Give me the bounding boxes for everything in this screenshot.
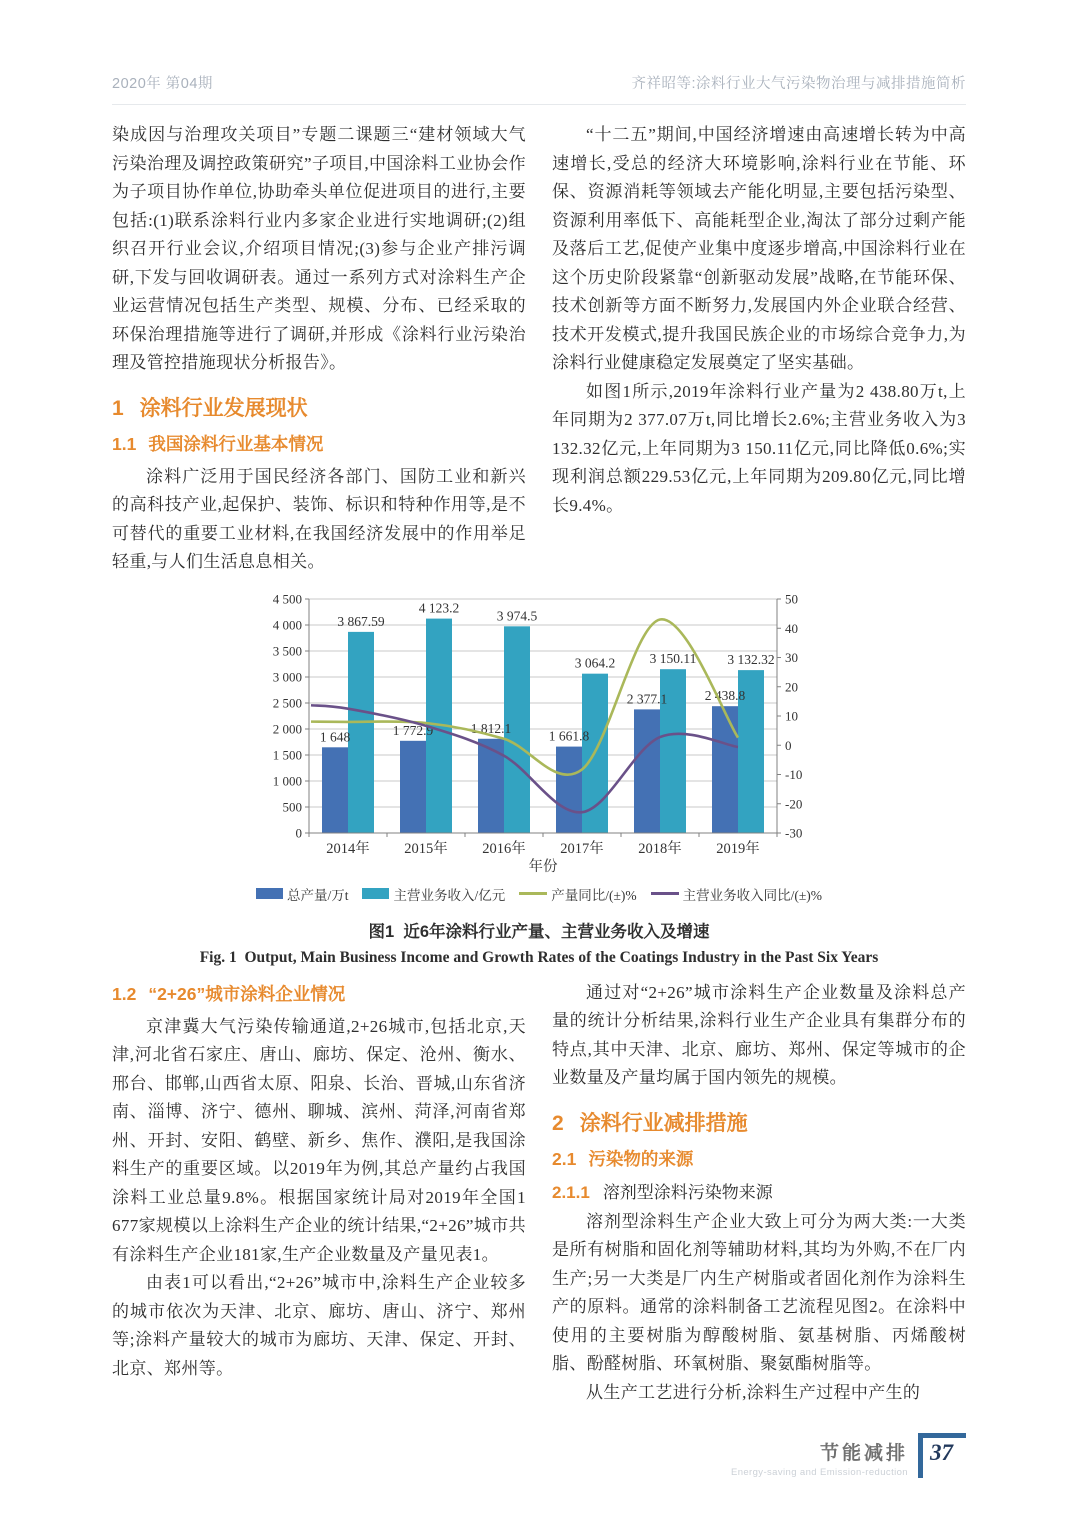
chart-legend bbox=[259, 884, 823, 904]
legend-line-icon bbox=[651, 892, 679, 895]
left-axis-tick-label: 1 500 bbox=[272, 747, 302, 762]
page-header bbox=[112, 72, 966, 105]
legend-label: 主营业务收入/亿元 bbox=[393, 887, 506, 903]
legend-item bbox=[362, 884, 505, 904]
section-number: 1 bbox=[112, 396, 124, 420]
legend-swatch-icon bbox=[256, 888, 283, 899]
legend-line-icon bbox=[519, 892, 547, 895]
journal-brand-zh: 节能减排 bbox=[819, 1442, 908, 1464]
issue-info: 2020年 第04期 bbox=[112, 76, 213, 92]
x-axis-tick-label: 2018年 bbox=[638, 840, 682, 857]
chart-bar bbox=[400, 740, 426, 832]
paragraph: “十二五”期间,中国经济增速由高速增长转为中高速增长,受总的经济大环境影响,涂料行业在节能、环保、资源消耗等领域去产能化明显,主要包括污染型、资源利用率低下、高能耗型企业,淘汰了部分过剩产能及落后工艺,促使产业集中度逐步增高,中国涂料行业在这个历史阶段紧靠“创新驱动发展”战略,在节能环保、技术创新等方面不断努力,发展国内外企业联合经营、技术开发模式,提升我国民族企业的市场综合竞争力,为涂料行业健康稳定发展奠定了坚实基础。 bbox=[552, 125, 966, 372]
left-axis-tick-label: 1 000 bbox=[272, 773, 302, 788]
left-axis-tick-label: 2 000 bbox=[272, 721, 302, 736]
bar-value-label: 3 150.11 bbox=[649, 650, 697, 666]
right-axis-tick-label: -30 bbox=[785, 825, 803, 840]
section-number: 2.1 bbox=[552, 1148, 577, 1169]
legend-swatch-icon bbox=[362, 888, 389, 899]
x-axis-title: 年份 bbox=[528, 858, 558, 875]
section-number: 2.1.1 bbox=[552, 1182, 590, 1202]
left-axis-tick-label: 4 500 bbox=[272, 591, 302, 606]
bar-value-label: 1 812.1 bbox=[470, 720, 512, 736]
figure-1 bbox=[112, 585, 966, 967]
section-number: 1.2 bbox=[112, 983, 137, 1004]
journal-brand-en: Energy-saving and Emission-reduction bbox=[730, 1466, 908, 1478]
page-number: 37 bbox=[918, 1433, 966, 1478]
chart-bar bbox=[634, 709, 660, 833]
left-axis-tick-label: 3 500 bbox=[272, 643, 302, 658]
chart-bar bbox=[348, 631, 374, 832]
left-axis-tick-label: 0 bbox=[295, 825, 302, 840]
right-axis-tick-label: 10 bbox=[785, 708, 798, 723]
section-heading-2-1-1 bbox=[552, 1178, 966, 1203]
right-axis-tick-label: 30 bbox=[785, 649, 798, 665]
legend-label: 主营业务收入同比/(±)% bbox=[682, 887, 823, 903]
section-heading-2 bbox=[552, 1107, 966, 1137]
bar-value-label: 2 438.8 bbox=[704, 687, 746, 703]
paragraph: 涂料广泛用于国民经济各部门、国防工业和新兴的高科技产业,起保护、装饰、标识和特种作用等,是不可替代的重要工业材料,在我国经济发展中的作用举足轻重,与人们生活息息相关。 bbox=[112, 466, 526, 571]
running-title: 齐祥昭等:涂料行业大气污染物治理与减排措施简析 bbox=[631, 76, 966, 92]
journal-brand bbox=[731, 1438, 908, 1478]
left-axis-tick-label: 500 bbox=[282, 799, 302, 814]
figure1-chart-area bbox=[259, 585, 823, 904]
bar-value-label: 1 661.8 bbox=[548, 728, 590, 744]
section-heading-1-2 bbox=[112, 981, 526, 1006]
section-title: 我国涂料行业基本情况 bbox=[148, 433, 324, 454]
right-axis-tick-label: 0 bbox=[785, 737, 792, 753]
legend-item bbox=[651, 884, 822, 904]
right-axis-tick-label: -20 bbox=[785, 795, 803, 811]
right-column-top bbox=[552, 121, 966, 577]
right-axis-tick-label: -10 bbox=[785, 766, 803, 782]
paragraph: 通过对“2+26”城市涂料生产企业数量及涂料总产量的统计分析结果,涂料行业生产企业具有集群分布的特点,其中天津、北京、廊坊、郑州、保定等城市的企业数量及产量均属于国内领先的规模。 bbox=[552, 982, 966, 1087]
section-title: 涂料行业减排措施 bbox=[579, 1111, 748, 1135]
x-axis-tick-label: 2014年 bbox=[326, 840, 370, 857]
bar-value-label: 3 132.32 bbox=[727, 651, 775, 667]
section-number: 2 bbox=[552, 1111, 564, 1135]
columns-top bbox=[112, 121, 966, 577]
paragraph: 溶剂型涂料生产企业大致上可分为两大类:一大类是所有树脂和固化剂等辅助材料,其均为外购,不在厂内生产;另一大类是厂内生产树脂或者固化剂作为涂料生产的原料。通常的涂料制备工艺流程见图2。在涂料中使用的主要树脂为醇酸树脂、氨基树脂、丙烯酸树脂、酚醛树脂、环氧树脂、聚氨酯树脂等。 bbox=[552, 1211, 966, 1373]
section-number: 1.1 bbox=[112, 433, 137, 454]
x-axis-tick-label: 2019年 bbox=[716, 840, 760, 857]
section-title: 涂料行业发展现状 bbox=[139, 396, 308, 420]
paragraph: 染成因与治理攻关项目”专题二课题三“建材领域大气污染治理及调控政策研究”子项目,中国涂料工业协会作为子项目协作单位,协助牵头单位促进项目的进行,主要包括:(1)联系涂料行业内多家企业进行实地调研;(2)组织召开行业会议,介绍项目情况;(3)参与企业产排污调研,下发与回收调研表。通过一系列方式对涂料生产企业运营情况包括生产类型、规模、分布、已经采取的环保治理措施等进行了调研,并形成《涂料行业污染治理及管控措施现状分析报告》。 bbox=[112, 125, 526, 372]
columns-bottom bbox=[112, 979, 966, 1408]
section-heading-2-1 bbox=[552, 1146, 966, 1171]
bar-value-label: 1 772.9 bbox=[392, 722, 434, 738]
section-title: 污染物的来源 bbox=[588, 1148, 694, 1169]
chart-bar bbox=[556, 746, 582, 832]
legend-label: 总产量/万t bbox=[286, 887, 349, 903]
right-axis-tick-label: 40 bbox=[785, 620, 798, 636]
right-column-bottom bbox=[552, 979, 966, 1408]
figure-caption-zh: 图1 近6年涂料行业产量、主营业务收入及增速 bbox=[368, 922, 710, 941]
x-axis-tick-label: 2015年 bbox=[404, 840, 448, 857]
bar-value-label: 3 064.2 bbox=[574, 655, 616, 671]
legend-item bbox=[256, 884, 349, 904]
paragraph: 京津冀大气污染传输通道,2+26城市,包括北京,天津,河北省石家庄、唐山、廊坊、保定、沧州、衡水、邢台、邯郸,山西省太原、阳泉、长治、晋城,山东省济南、淄博、济宁、德州、聊城、滨州、菏泽,河南省郑州、开封、安阳、鹤壁、新乡、焦作、濮阳,是我国涂料生产的重要区域。以2019年为例,其总产量约占我国涂料工业总量9.8%。根据国家统计局对2019年全国1 677家规模以上涂料生产企业的统计结果,“2+26”城市共有涂料生产企业181家,生产企业数量及产量见表1。 bbox=[112, 1016, 526, 1264]
legend-label: 产量同比/(±)% bbox=[551, 887, 637, 903]
left-column-bottom bbox=[112, 979, 526, 1408]
left-column-top bbox=[112, 121, 526, 577]
page-footer bbox=[731, 1407, 966, 1478]
section-heading-1 bbox=[112, 392, 526, 422]
bar-value-label: 4 123.2 bbox=[418, 600, 460, 616]
left-axis-tick-label: 2 500 bbox=[272, 695, 302, 710]
paragraph: 由表1可以看出,“2+26”城市中,涂料生产企业较多的城市依次为天津、北京、廊坊、唐山、济宁、郑州等;涂料产量较大的城市为廊坊、天津、保定、开封、北京、郑州等。 bbox=[112, 1273, 526, 1378]
bar-value-label: 3 867.59 bbox=[337, 613, 385, 629]
x-axis-tick-label: 2016年 bbox=[482, 840, 526, 857]
left-axis-tick-label: 3 000 bbox=[272, 669, 302, 684]
section-title: “2+26”城市涂料企业情况 bbox=[148, 983, 346, 1004]
paragraph: 从生产工艺进行分析,涂料生产过程中产生的 bbox=[586, 1382, 921, 1402]
left-axis-tick-label: 4 000 bbox=[272, 617, 302, 632]
bar-value-label: 1 648 bbox=[319, 728, 351, 744]
chart-bar bbox=[322, 747, 348, 833]
figure-caption-en: Fig. 1 Output, Main Business Income and Growth Rates of the Coatings Industry in the Past Six Years bbox=[199, 948, 879, 966]
x-axis-tick-label: 2017年 bbox=[560, 840, 604, 857]
bar-value-label: 2 377.1 bbox=[626, 690, 668, 706]
right-axis-tick-label: 20 bbox=[785, 678, 798, 694]
chart-bar bbox=[712, 706, 738, 833]
paragraph: 如图1所示,2019年涂料行业产量为2 438.80万t,上年同期为2 377.07万t,同比增长2.6%;主营业务收入为3 132.32亿元,上年同期为3 150.11亿元,同比降低0.6%;实现利润总额229.53亿元,上年同期为209.80亿元,同比增长9.4%。 bbox=[552, 381, 966, 515]
section-heading-1-1 bbox=[112, 431, 526, 456]
right-axis-tick-label: 50 bbox=[785, 591, 798, 606]
bar-value-label: 3 974.5 bbox=[496, 607, 538, 623]
section-title: 溶剂型涂料污染物来源 bbox=[602, 1182, 773, 1202]
legend-item bbox=[519, 884, 636, 904]
figure1-chart bbox=[259, 585, 819, 877]
